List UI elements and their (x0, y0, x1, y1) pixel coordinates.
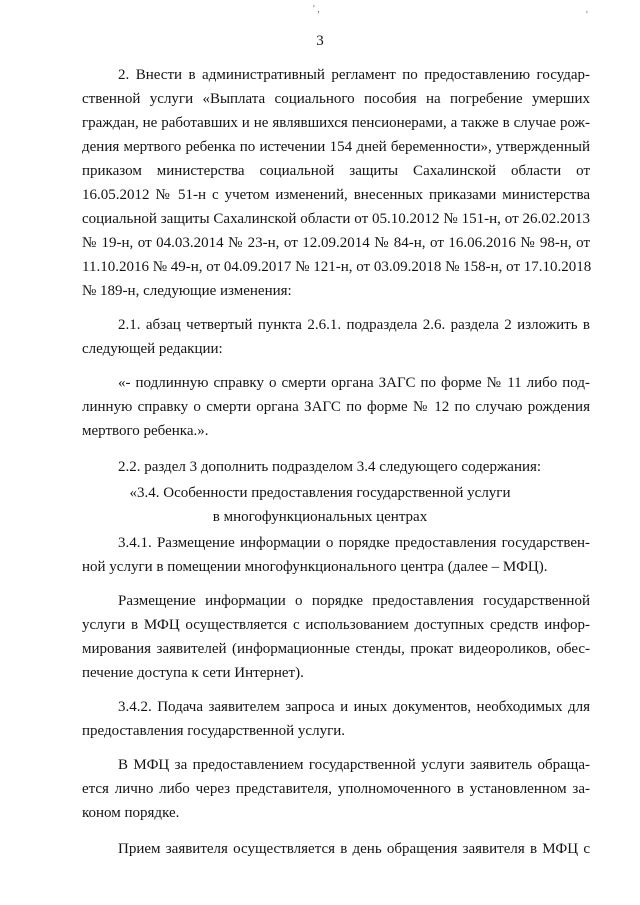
text-line: предоставления государственной услуги. (82, 723, 346, 739)
section-heading-line-2: в многофункциональных центрах (212, 509, 428, 525)
text-line: № 19-н, от 04.03.2014 № 23-н, от 12.09.2014 № 84-н, от 16.06.2016 № 98-н, от (82, 235, 590, 251)
section-heading-line-1: «3.4. Особенности предоставления государственной услуги (129, 485, 511, 501)
text-line: ственной услуги «Выплата социального пособия на погребение умерших (82, 91, 590, 107)
text-line: 2. Внести в административный регламент по предоставлению государ- (118, 67, 590, 83)
text-line: 3.4.1. Размещение информации о порядке предоставления государствен- (118, 535, 590, 551)
text-line: дения мертвого ребенка по истечении 154 дней беременности», утвержденный (82, 139, 590, 155)
text-line: линную справку о смерти органа ЗАГС по форме № 12 по случаю рождения (82, 399, 590, 415)
text-line: ется лично либо через представителя, уполномоченного в установленном за- (82, 781, 590, 797)
text-line: Прием заявителя осуществляется в день обращения заявителя в МФЦ с (118, 841, 590, 857)
text-line: печение доступа к сети Интернет). (82, 665, 304, 681)
top-scan-mark: ' , (313, 4, 320, 15)
text-line: приказом министерства социальной защиты Сахалинской области от (82, 163, 590, 179)
text-line: 11.10.2016 № 49-н, от 04.09.2017 № 121-н, от 03.09.2018 № 158-н, от 17.10.2018 (82, 259, 592, 275)
text-line: граждан, не работавших и не являвшихся пенсионерами, а также в случае рож- (82, 115, 590, 131)
text-line: № 189-н, следующие изменения: (82, 283, 292, 299)
text-line: Размещение информации о порядке предоставления государственной (118, 593, 590, 609)
text-line: 2.2. раздел 3 дополнить подразделом 3.4 следующего содержания: (118, 459, 542, 475)
text-line: ной услуги в помещении многофункционального центра (далее – МФЦ). (82, 559, 548, 575)
text-line: 2.1. абзац четвертый пункта 2.6.1. подраздела 2.6. раздела 2 изложить в (118, 317, 590, 333)
text-line: следующей редакции: (82, 341, 223, 357)
right-scan-mark: ' (586, 10, 588, 21)
text-line: В МФЦ за предоставлением государственной услуги заявитель обраща- (118, 757, 590, 773)
text-line: услуги в МФЦ осуществляется с использованием доступных средств инфор- (82, 617, 590, 633)
text-line: 16.05.2012 № 51-н с учетом изменений, внесенных приказами министерства (82, 187, 590, 203)
text-line: коном порядке. (82, 805, 180, 821)
page-number: 3 (316, 33, 324, 49)
text-line: 3.4.2. Подача заявителем запроса и иных документов, необходимых для (118, 699, 590, 715)
text-line: мирования заявителей (информационные стенды, прокат видеороликов, обес- (82, 641, 590, 657)
text-line: социальной защиты Сахалинской области от 05.10.2012 № 151-н, от 26.02.2013 (82, 211, 590, 227)
text-line: «- подлинную справку о смерти органа ЗАГС по форме № 11 либо под- (118, 375, 590, 391)
text-line: мертвого ребенка.». (82, 423, 209, 439)
